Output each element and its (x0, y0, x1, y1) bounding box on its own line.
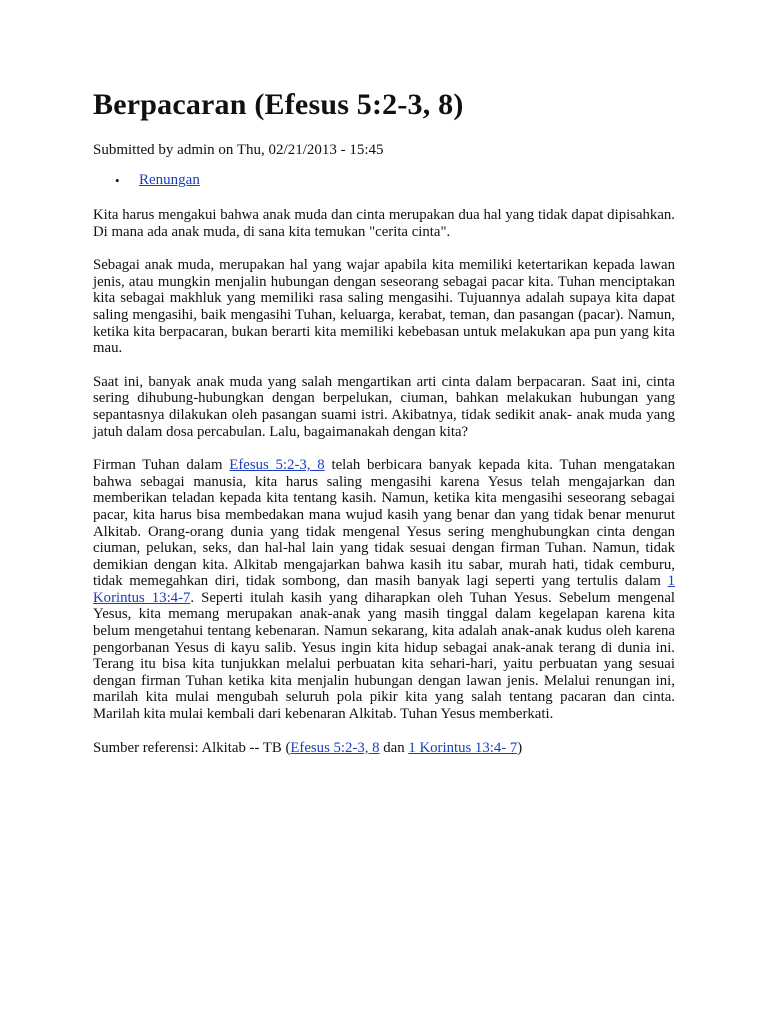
source-text-b: dan (379, 739, 409, 756)
korintus-link[interactable]: 1 Korintus 13:4-7 (93, 573, 675, 606)
source-korintus-link[interactable]: 1 Korintus 13:4- 7 (408, 739, 518, 756)
efesus-link[interactable]: Efesus 5:2-3, 8 (229, 457, 325, 474)
source-efesus-link[interactable]: Efesus 5:2-3, 8 (290, 739, 380, 756)
submitted-info: Submitted by admin on Thu, 02/21/2013 - 15:45 (93, 142, 384, 158)
bullet-icon: • (115, 173, 120, 188)
tag-link-renungan[interactable]: Renungan (139, 172, 200, 188)
source-text-c: ) (517, 739, 523, 756)
article-title: Berpacaran (Efesus 5:2-3, 8) (93, 88, 464, 121)
tag-item (93, 172, 675, 189)
paragraph-3: Saat ini, banyak anak muda yang salah mengartikan arti cinta dalam berpacaran. Saat ini, cinta sering dihubung-hubungkan dengan berpelukan, ciuman, bahkan melakukan hubungan yang sepantasnya dilakukan oleh pasangan suami istri. Akibatnya, tidak sedikit anak- anak muda yang jatuh dalam dosa percabulan. Lalu, bagaimanakah dengan kita? (93, 373, 675, 440)
paragraph-4-text-b: telah berbicara banyak kepada kita. Tuhan mengatakan bahwa sebagai manusia, kita harus saling mengasihi karena Yesus telah mengajarkan dan memberikan teladan kepada kita tentang kasih. Namun, ketika kita mengasihi seseorang sebagai pacar, kita harus bisa membedakan mana wujud kasih yang benar dan yang tidak benar menurut Alkitab. Orang-orang dunia yang tidak mengenal Yesus sering menghubungkan cinta dengan ciuman, pelukan, seks, dan hal-hal lain yang tidak sesuai dengan firman Tuhan. Namun, tidak demikian dengan kita. Alkitab mengajarkan bahwa kasih itu sabar, murah hati, tidak cemburu, tidak memegahkan diri, tidak sombong, dan masih banyak lagi seperti yang tertulis dalam (93, 457, 676, 590)
source-reference (93, 740, 675, 757)
article (93, 78, 675, 756)
paragraph-4-text-c: . Seperti itulah kasih yang diharapkan oleh Tuhan Yesus. Sebelum mengenal Yesus, kita memang merupakan anak-anak yang masih tinggal dalam kegelapan karena kita belum mengetahui tentang kebenaran. Namun sekarang, kita adalah anak-anak kudus oleh karena pengorbanan Yesus di kayu salib. Yesus ingin kita hidup sebagai anak-anak terang di dunia ini. Terang itu bisa kita tunjukkan melalui perbuatan kita sehari-hari, yaitu perbuatan yang sesuai dengan firman Tuhan ketika kita menjalin hubungan dengan lawan jenis. Melalui renungan ini, marilah kita mulai mengubah seluruh pola pikir kita yang salah tentang pacaran dan cinta. Marilah kita mulai kembali dari kebenaran Alkitab. Tuhan Yesus memberkati. (93, 589, 675, 723)
paragraph-1: Kita harus mengakui bahwa anak muda dan cinta merupakan dua hal yang tidak dapat dipisahkan. Di mana ada anak muda, di sana kita temukan "cerita cinta". (93, 207, 675, 240)
paragraph-4 (93, 457, 675, 723)
source-text-a: Sumber referensi: Alkitab -- TB ( (93, 739, 291, 756)
tag-list (93, 172, 675, 189)
paragraph-2: Sebagai anak muda, merupakan hal yang wajar apabila kita memiliki ketertarikan kepada lawan jenis, atau mungkin menjalin hubungan dengan seseorang sebagai pacar kita. Tuhan menciptakan kita sebagai makhluk yang memiliki rasa saling mengasihi. Tujuannya adalah supaya kita dapat saling mengasihi, baik mengasihi Tuhan, keluarga, kerabat, teman, dan pasangan (pacar). Namun, ketika kita berpacaran, bukan berarti kita memiliki kebebasan untuk melakukan apa pun yang kita mau. (93, 257, 675, 357)
paragraph-4-text-a: Firman Tuhan dalam (93, 457, 230, 474)
